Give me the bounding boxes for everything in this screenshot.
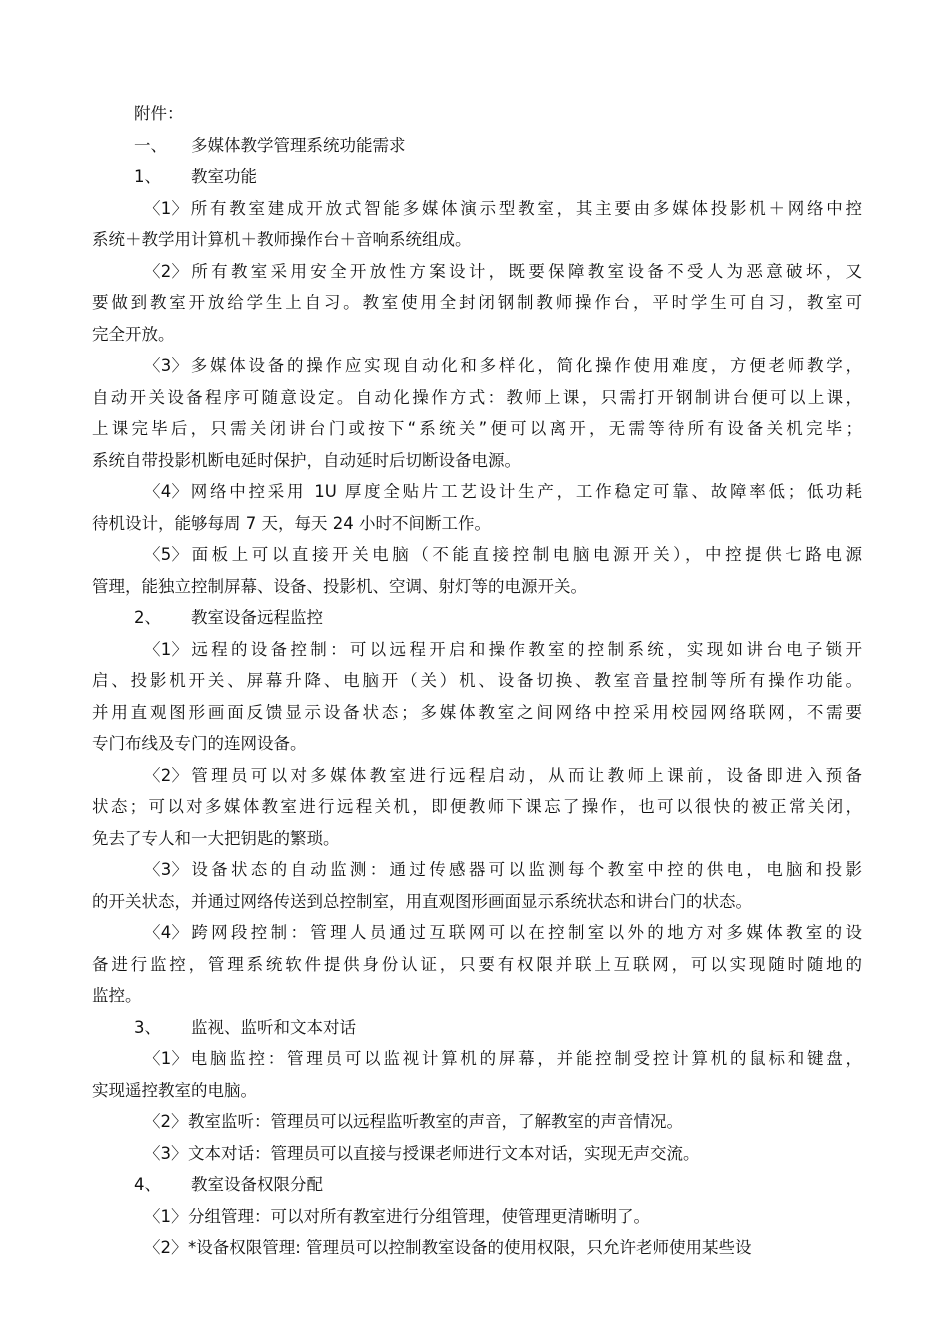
paragraph-line: 免去了专人和一大把钥匙的繁琐。 [92, 828, 340, 848]
paragraph-text: 所有教室采用安全开放性方案设计，既要保障教室设备不受人为恶意破坏，又 [188, 261, 862, 281]
paragraph-line: 要做到教室开放给学生上自习。教室使用全封闭钢制教师操作台，平时学生可自习，教室可 [92, 293, 862, 312]
subsection-number: 2、 [134, 608, 161, 627]
paragraph-first-line [92, 634, 862, 666]
paragraph [92, 1043, 862, 1106]
paragraph-line: 并用直观图形画面反馈显示设备状态；多媒体教室之间网络中控采用校园网络联网，不需要 [92, 702, 862, 722]
paragraph-first-line [92, 760, 862, 792]
paragraph [92, 193, 862, 256]
item-number: 〈2〉 [144, 765, 188, 785]
paragraph-line: 系统＋教学用计算机＋教师操作台＋音响系统组成。 [92, 230, 472, 249]
paragraph-first-line [92, 917, 862, 949]
item-number: 〈3〉 [144, 356, 188, 375]
paragraph-first-line [92, 476, 862, 508]
paragraph-line: 管理，能独立控制屏幕、设备、投影机、空调、射灯等的电源开关。 [92, 576, 587, 596]
paragraph-first-line [92, 854, 862, 886]
paragraph-line: 系统自带投影机断电延时保护，自动延时后切断设备电源。 [92, 450, 521, 470]
paragraph-first-line [92, 1043, 862, 1075]
item-number: 〈1〉 [144, 639, 188, 659]
paragraph-first-line [92, 539, 862, 571]
subsection-title: 教室功能 [191, 167, 257, 186]
item-number: 〈3〉 [144, 1143, 188, 1163]
paragraph-text: 远程的设备控制：可以远程开启和操作教室的控制系统，实现如讲台电子锁开 [188, 639, 862, 659]
subsection-number: 1、 [134, 167, 161, 186]
paragraph-text: 分组管理：可以对所有教室进行分组管理，使管理更清晰明了。 [188, 1206, 650, 1226]
paragraph-text: 电脑监控：管理员可以监视计算机的屏幕，并能控制受控计算机的鼠标和键盘， [188, 1049, 862, 1068]
item-number: 〈1〉 [144, 1206, 188, 1226]
paragraph [92, 760, 862, 855]
attachment-label: 附件： [134, 104, 184, 123]
item-number: 〈1〉 [144, 1049, 188, 1068]
paragraph-line: 上课完毕后，只需关闭讲台门或按下“系统关”便可以离开，无需等待所有设备关机完毕； [92, 419, 862, 438]
paragraph-text: 网络中控采用 1U 厚度全贴片工艺设计生产，工作稳定可靠、故障率低；低功耗 [188, 482, 862, 501]
paragraph-text: 教室监听：管理员可以远程监听教室的声音，了解教室的声音情况。 [188, 1112, 683, 1131]
paragraph-line: 完全开放。 [92, 324, 175, 344]
paragraph [92, 634, 862, 760]
paragraph-line: 备进行监控，管理系统软件提供身份认证，只要有权限并联上互联网，可以实现随时随地的 [92, 954, 862, 974]
paragraph-line: 专门布线及专门的连网设备。 [92, 734, 307, 753]
paragraph [92, 1201, 862, 1233]
paragraph [92, 256, 862, 351]
subsection-heading [92, 602, 862, 634]
paragraph-text: 文本对话：管理员可以直接与授课老师进行文本对话，实现无声交流。 [188, 1143, 700, 1163]
paragraph-line: 状态；可以对多媒体教室进行远程关机，即便教师下课忘了操作，也可以很快的被正常关闭， [92, 797, 862, 816]
paragraph [92, 539, 862, 602]
paragraph-line: 待机设计，能够每周 7 天，每天 24 小时不间断工作。 [92, 513, 491, 533]
item-number: 〈1〉 [144, 198, 188, 218]
paragraph-first-line [92, 1138, 862, 1170]
paragraph [92, 917, 862, 1012]
subsection-number: 4、 [134, 1175, 161, 1194]
paragraph-first-line [92, 1232, 862, 1264]
paragraph-first-line [92, 1201, 862, 1233]
subsection-heading [92, 161, 862, 193]
paragraph-first-line [92, 1106, 862, 1138]
paragraph-first-line [92, 193, 862, 225]
paragraph [92, 1232, 862, 1264]
subsection-title: 教室设备远程监控 [191, 608, 323, 627]
document-body [92, 98, 862, 1264]
paragraph-text: 面板上可以直接开关电脑（不能直接控制电脑电源开关），中控提供七路电源 [188, 545, 862, 564]
paragraph-line: 启、投影机开关、屏幕升降、电脑开（关）机、设备切换、教室音量控制等所有操作功能。 [92, 671, 862, 690]
item-number: 〈2〉 [144, 1238, 188, 1257]
item-number: 〈3〉 [144, 860, 188, 879]
subsection-title: 教室设备权限分配 [191, 1175, 323, 1194]
paragraph-first-line [92, 256, 862, 288]
paragraph-text: 设备状态的自动监测：通过传感器可以监测每个教室中控的供电，电脑和投影 [188, 860, 862, 879]
item-number: 〈5〉 [144, 545, 188, 564]
paragraph-text: *设备权限管理: 管理员可以控制教室设备的使用权限，只允许老师使用某些设 [188, 1238, 752, 1257]
paragraph-line: 监控。 [92, 986, 142, 1005]
subsection-heading [92, 1012, 862, 1044]
paragraph-text: 跨网段控制：管理人员通过互联网可以在控制室以外的地方对多媒体教室的设 [188, 923, 862, 942]
paragraph [92, 350, 862, 476]
paragraph-line: 的开关状态，并通过网络传送到总控制室，用直观图形画面显示系统状态和讲台门的状态。 [92, 891, 752, 911]
section-title: 多媒体教学管理系统功能需求 [191, 135, 406, 155]
paragraph-text: 所有教室建成开放式智能多媒体演示型教室，其主要由多媒体投影机＋网络中控 [188, 198, 862, 218]
paragraph-text: 管理员可以对多媒体教室进行远程启动，从而让教师上课前，设备即进入预备 [188, 765, 862, 785]
item-number: 〈4〉 [144, 923, 188, 942]
paragraph-text: 多媒体设备的操作应实现自动化和多样化，简化操作使用难度，方便老师教学， [188, 356, 862, 375]
paragraph [92, 854, 862, 917]
item-number: 〈2〉 [144, 261, 188, 281]
item-number: 〈2〉 [144, 1112, 188, 1131]
subsection-heading [92, 1169, 862, 1201]
paragraph-first-line [92, 350, 862, 382]
paragraph [92, 476, 862, 539]
paragraph [92, 1138, 862, 1170]
paragraph-line: 自动开关设备程序可随意设定。自动化操作方式：教师上课，只需打开钢制讲台便可以上课， [92, 387, 862, 407]
subsection-number: 3、 [134, 1017, 161, 1037]
subsection-title: 监视、监听和文本对话 [191, 1017, 356, 1037]
paragraph-line: 实现遥控教室的电脑。 [92, 1080, 257, 1100]
paragraph [92, 1106, 862, 1138]
section-number: 一、 [134, 135, 167, 155]
item-number: 〈4〉 [144, 482, 188, 501]
section-heading [92, 130, 862, 162]
